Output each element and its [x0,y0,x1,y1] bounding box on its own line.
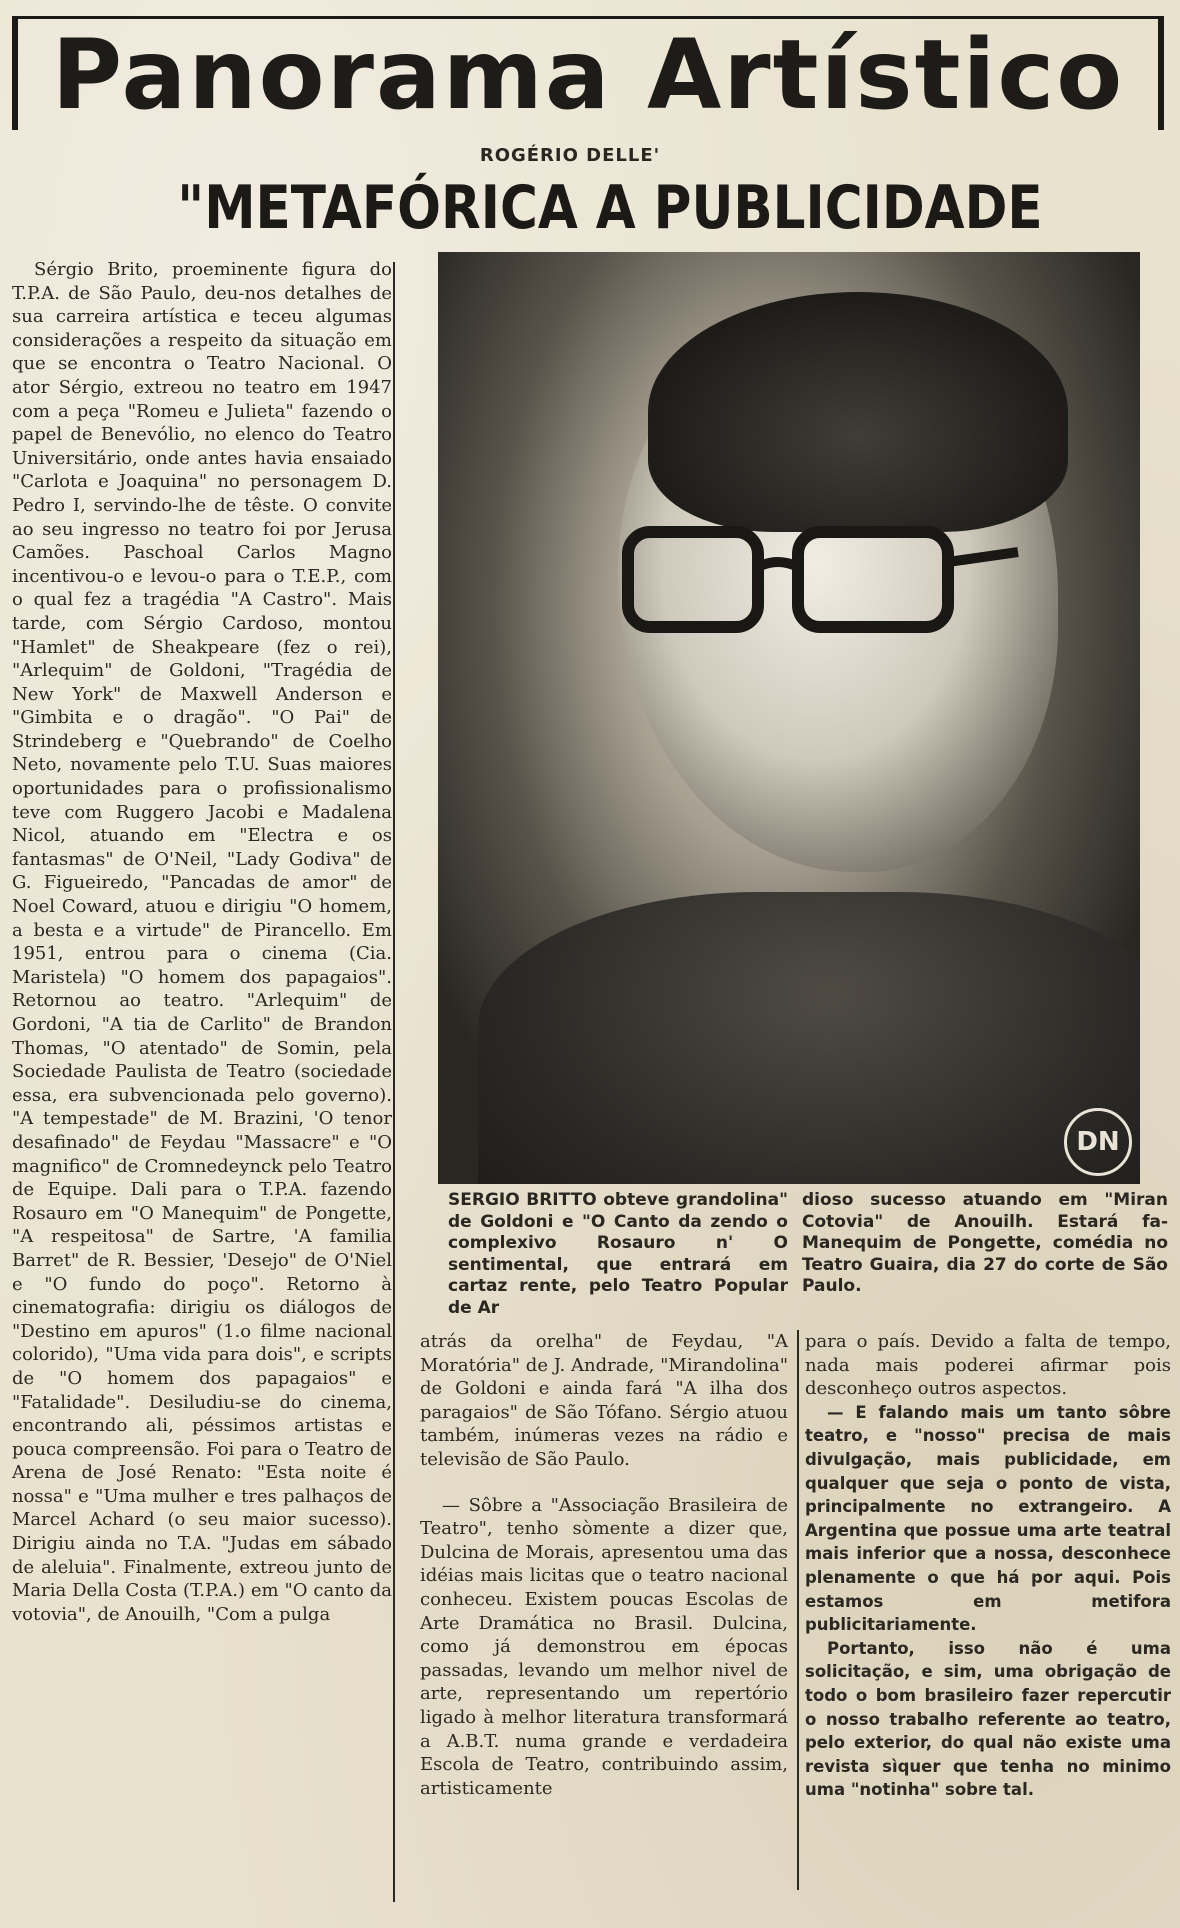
article-column-middle [420,1330,788,1800]
masthead-title: Panorama Artístico [51,19,1125,131]
author-byline: ROGÉRIO DELLE' [479,145,661,166]
article-paragraph: atrás da orelha" de Feydau, "A Moratória" de J. Andrade, "Mirandolina" de Goldoni e ainda fará "A ilha dos paragaios" de São Tófano. Sérgio atuou também, inúmeras vezes na rádio e televisão de São Paulo. [420,1331,788,1470]
article-column-left [12,258,392,1626]
article-paragraph: Portanto, isso não é uma solicitação, e sim, uma obrigação de todo o bom brasileiro fazer repercutir o nosso trabalho referente ao teatro, pelo exterior, do qual não existe uma revista sìquer que tenha no minimo uma "notinha" sobre tal. [805,1638,1171,1800]
caption-right: dioso sucesso atuando em "Miran Cotovia" de Anouilh. Estará fa- Manequim de Pongette, comédia no Teatro Guaira, dia 27 do corte de São Paulo. [802,1190,1168,1296]
masthead-frame [12,16,1164,130]
article-paragraph: — Sôbre a "Associação Brasileira de Teatro", tenho sòmente a dizer que, Dulcina de Morais, apresentou uma das idéias mais licitas que o teatro nacional conheceu. Existem poucas Escolas de Arte Dramática no Brasil. Dulcina, como já demonstrou em épocas passadas, levando um melhor nivel de arte, representando um repertório ligado à melhor literatura transformará a A.B.T. numa grande e verdadeira Escola de Teatro, contribuindo assim, artisticamente [420,1494,788,1799]
article-headline: "METAFÓRICA A PUBLICIDADE [177,173,1043,243]
photo-agency-logo: DN [1064,1108,1132,1176]
photo-caption [448,1190,1168,1318]
caption-left: SERGIO BRITTO obteve grandolina" de Goldoni e "O Canto da zendo o complexivo Rosauro n' O sentimental, que entrará em cartaz rente, pelo Teatro Popular de Ar [448,1190,788,1318]
photo-hair-shape [648,292,1068,532]
photo-coat-shape [478,892,1140,1184]
portrait-photo [438,252,1140,1184]
article-paragraph: para o país. Devido a falta de tempo, nada mais poderei afirmar pois desconheço outros aspectos. [805,1331,1171,1400]
article-paragraph: Sérgio Brito, proeminente figura do T.P.A. de São Paulo, deu-nos detalhes de sua carreira artística e teceu algumas considerações a respeito da situação em que se encontra o Teatro Nacional. O ator Sérgio, extreou no teatro em 1947 com a peça "Romeu e Julieta" fazendo o papel de Benevólio, no elenco do Teatro Universitário, onde antes havia ensaiado "Carlota e Joaquina" no personagem D. Pedro I, servindo-lhe de têste. O convite ao seu ingresso no teatro foi por Jerusa Camões. Paschoal Carlos Magno incentivou-o e levou-o para o T.E.P., com o qual fez a tragédia "A Castro". Mais tarde, com Sérgio Cardoso, montou "Hamlet" de Sheakpeare (fez o rei), "Arlequim" de Goldoni, "Tragédia de New York" de Maxwell Anderson e "Gimbita e o dragão". "O Pai" de Strindeberg e "Quebrando" de Coelho Neto, novamente pelo T.U. Suas maiores oportunidades para o profissionalismo teve com Ruggero Jacobi e Madalena Nicol, atuando em "Electra e os fantasmas" de O'Neil, "Lady Godiva" de G. Figueiredo, "Pancadas de amor" de Noel Coward, atuou e dirigiu "O homem, a besta e a virtude" de Pirancello. Em 1951, entrou para o cinema (Cia. Maristela) "O homem dos papagaios". Retornou ao teatro. "Arlequim" de Gordoni, "A tia de Carlito" de Brandon Thomas, "O atentado" de Somin, pela Sociedade Paulista de Teatro (sociedade essa, era subvencionada pelo governo). "A tempestade" de M. Brazini, 'O tenor desafinado" de Feydau "Massacre" e "O magnifico" de Cromnedeynck pelo Teatro de Equipe. Dali para o T.P.A. fazendo Rosauro em "O Manequim" de Pongette, "A respeitosa" de Sartre, 'A familia Barret" de R. Bessier, 'Desejo" de O'Niel e "O fundo do poço". Retorno à cinematografia: dirigiu os diálogos de "Destino em apuros" (1.o filme nacional colorido), "Uma vida para dois", e scripts de "O homem dos papagaios" e "Fatalidade". Desiludiu-se do cinema, encontrando ali, péssimos artistas e pouca compreensão. Foi para o Teatro de Arena de José Renato: "Esta noite é nossa" e "Uma mulher e tres palhaços de Marcel Achard (o seu maior sucesso). Dirigiu ainda no T.A. "Judas em sábado de aleluia". Finalmente, extreou junto de Maria Della Costa (T.P.A.) em "O canto da votovia", de Anouilh, "Com a pulga [12,259,392,1625]
article-column-right [805,1330,1171,1802]
glasses-icon [608,522,1028,642]
article-paragraph: — E falando mais um tanto sôbre teatro, e "nosso" precisa de mais divulgação, mais publicidade, em qualquer que seja o ponto de vista, principalmente no extrangeiro. A Argentina que possue uma arte teatral mais inferior que a nossa, desconhece plenamente o que há por aqui. Pois estamos em metifora publicitariamente. [805,1402,1171,1635]
column-divider [393,262,395,1902]
column-divider [797,1330,799,1890]
